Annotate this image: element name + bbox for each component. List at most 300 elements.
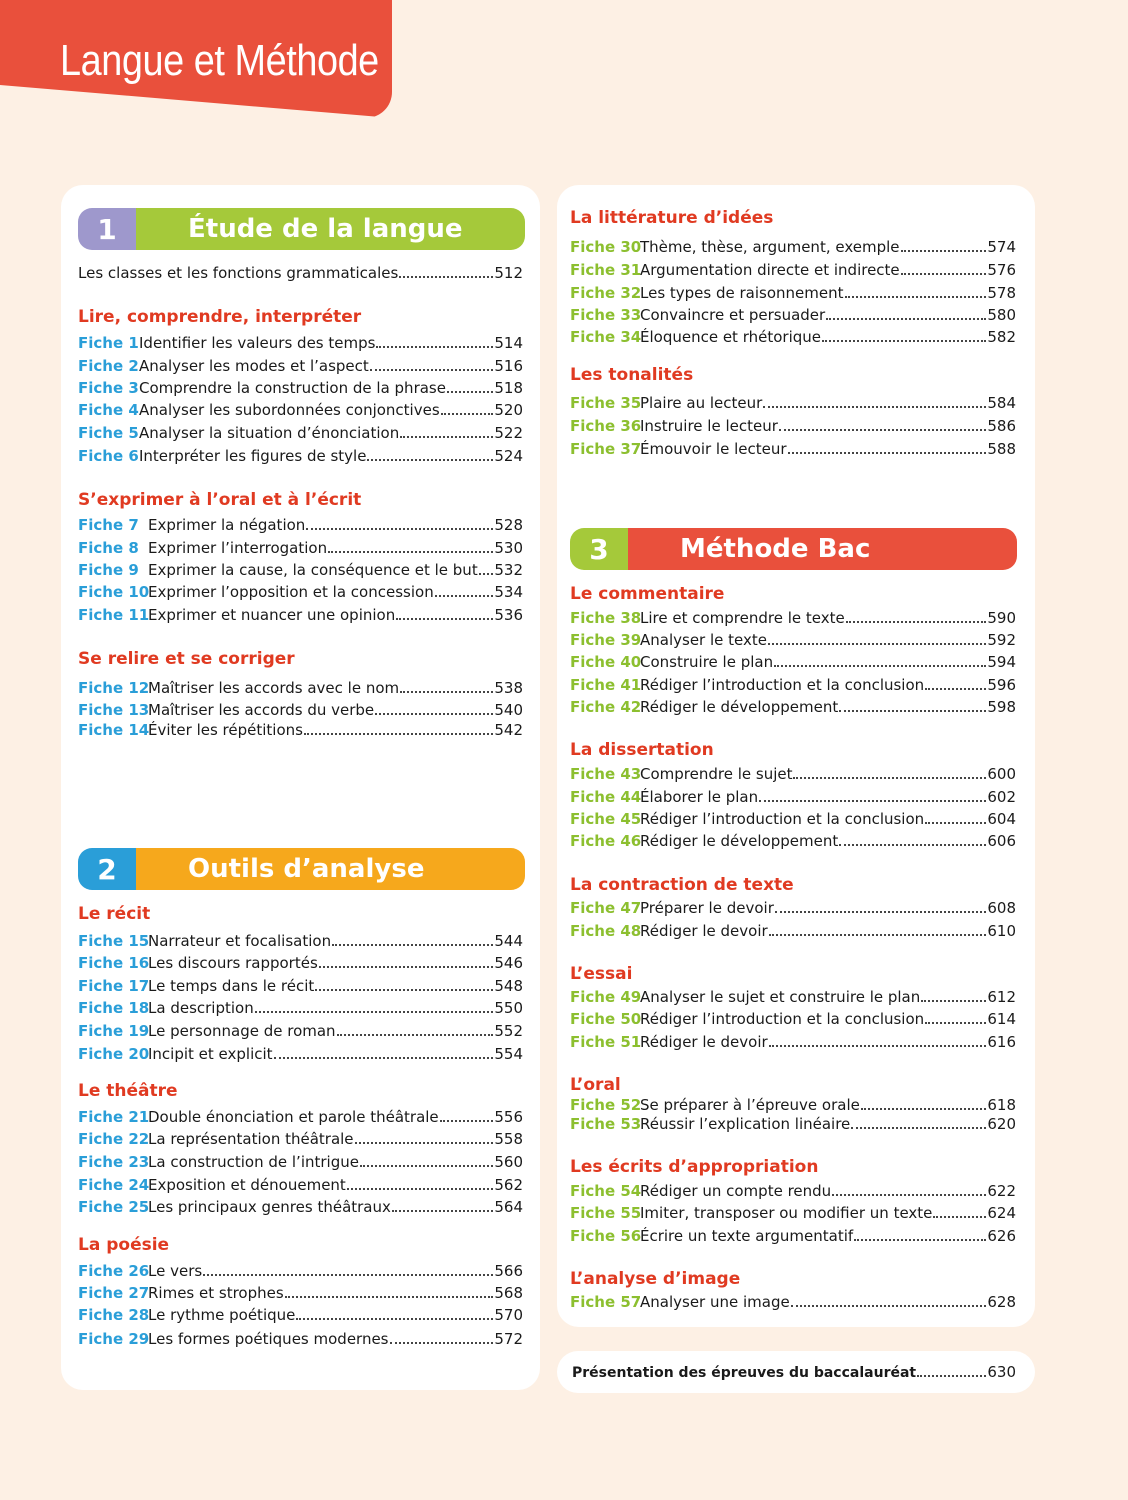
entry-text: Analyser la situation d’énonciation — [139, 424, 400, 442]
leader-dots — [304, 733, 493, 735]
entry-text: Construire le plan — [640, 653, 774, 671]
fiche-label: Fiche 35 — [570, 394, 642, 412]
fiche-label: Fiche 36 — [570, 417, 642, 435]
leader-dots — [360, 1165, 493, 1167]
leader-dots — [347, 1188, 494, 1190]
toc-entry-baccalaureat[interactable] — [572, 1363, 1016, 1385]
entry-text: Identifier les valeurs des temps — [139, 334, 376, 352]
leader-dots — [774, 665, 986, 667]
fiche-label: Fiche 15 — [78, 932, 150, 950]
leader-dots — [400, 691, 493, 693]
fiche-label: Fiche 40 — [570, 653, 642, 671]
fiche-label: Fiche 23 — [78, 1153, 150, 1171]
page-number: 520 — [494, 401, 523, 419]
fiche-label: Fiche 46 — [570, 832, 642, 850]
leader-dots — [768, 643, 986, 645]
leader-dots — [933, 1216, 986, 1218]
section-title: La contraction de texte — [570, 875, 794, 895]
page-number: 570 — [494, 1306, 523, 1324]
page-number: 586 — [987, 417, 1016, 435]
entry-text: Le personnage de roman — [148, 1022, 336, 1040]
toc-entry[interactable] — [78, 516, 523, 538]
page-number: 576 — [987, 261, 1016, 279]
toc-entry[interactable] — [78, 1176, 523, 1198]
toc-entry[interactable] — [570, 1293, 1016, 1315]
page-number: 572 — [494, 1330, 523, 1348]
section-title: Se relire et se corriger — [78, 649, 295, 669]
toc-entry[interactable] — [78, 264, 523, 286]
fiche-label: Fiche 17 — [78, 977, 150, 995]
fiche-label: Fiche 21 — [78, 1108, 150, 1126]
page-number: 580 — [987, 306, 1016, 324]
toc-entry[interactable] — [78, 424, 523, 446]
toc-entry[interactable] — [570, 676, 1016, 698]
entry-text: Les formes poétiques modernes — [148, 1330, 389, 1348]
toc-entry[interactable] — [78, 1330, 523, 1352]
leader-dots — [441, 413, 494, 415]
toc-entry[interactable] — [570, 1182, 1016, 1204]
part-2-banner — [78, 848, 525, 890]
entry-text: Rédiger le devoir — [640, 1033, 768, 1051]
toc-entry[interactable] — [78, 954, 523, 976]
entry-text: Le vers — [148, 1262, 203, 1280]
page-number: 590 — [987, 609, 1016, 627]
leader-dots — [917, 1375, 986, 1377]
page-number: 624 — [987, 1204, 1016, 1222]
page-number: 568 — [494, 1284, 523, 1302]
fiche-label: Fiche 19 — [78, 1022, 150, 1040]
part-title: Méthode Bac — [628, 528, 1017, 570]
leader-dots — [921, 1000, 986, 1002]
fiche-label: Fiche 9 — [78, 561, 139, 579]
leader-dots — [925, 688, 986, 690]
page-number: 626 — [987, 1227, 1016, 1245]
leader-dots — [793, 777, 986, 779]
entry-text: La description — [148, 999, 254, 1017]
leader-dots — [839, 844, 986, 846]
toc-entry[interactable] — [570, 306, 1016, 328]
fiche-label: Fiche 13 — [78, 701, 150, 719]
page-number: 552 — [494, 1022, 523, 1040]
entry-text: Rédiger un compte rendu — [640, 1182, 832, 1200]
fiche-label: Fiche 2 — [78, 357, 139, 375]
fiche-label: Fiche 49 — [570, 988, 642, 1006]
toc-entry[interactable] — [570, 1227, 1016, 1249]
leader-dots — [447, 391, 493, 393]
page-number: 584 — [987, 394, 1016, 412]
entry-text: Exprimer l’opposition et la concession — [148, 583, 434, 601]
toc-entry[interactable] — [570, 810, 1016, 832]
page-number: 546 — [494, 954, 523, 972]
fiche-label: Fiche 33 — [570, 306, 642, 324]
fiche-label: Fiche 25 — [78, 1198, 150, 1216]
fiche-label: Fiche 32 — [570, 284, 642, 302]
toc-entry[interactable] — [78, 1108, 523, 1130]
page-number: 530 — [494, 539, 523, 557]
leader-dots — [846, 621, 987, 623]
toc-entry[interactable] — [78, 561, 523, 583]
toc-entry[interactable] — [78, 679, 523, 701]
fiche-label: Fiche 42 — [570, 698, 642, 716]
page-number: 628 — [987, 1293, 1016, 1311]
entry-text: Instruire le lecteur — [640, 417, 778, 435]
toc-entry[interactable] — [570, 1010, 1016, 1032]
entry-text: Exprimer la négation — [148, 516, 306, 534]
entry-text: Écrire un texte argumentatif — [640, 1227, 854, 1245]
page-number: 614 — [987, 1010, 1016, 1028]
leader-dots — [400, 436, 493, 438]
leader-dots — [203, 1274, 493, 1276]
page-number: 532 — [494, 561, 523, 579]
leader-dots — [255, 1011, 494, 1013]
section-title: La littérature d’idées — [570, 208, 774, 228]
entry-text: La représentation théâtrale — [148, 1130, 354, 1148]
section-title: L’oral — [570, 1075, 621, 1095]
fiche-label: Fiche 31 — [570, 261, 642, 279]
fiche-label: Fiche 47 — [570, 899, 642, 917]
fiche-label: Fiche 52 — [570, 1096, 642, 1114]
fiche-label: Fiche 39 — [570, 631, 642, 649]
leader-dots — [791, 1305, 987, 1307]
leader-dots — [332, 944, 493, 946]
part-number: 3 — [570, 528, 628, 570]
leader-dots — [296, 1318, 493, 1320]
entry-text: Analyser les modes et l’aspect — [139, 357, 369, 375]
entry-text: Argumentation directe et indirecte — [640, 261, 900, 279]
leader-dots — [826, 318, 986, 320]
page-number: 604 — [987, 810, 1016, 828]
entry-text: Rimes et strophes — [148, 1284, 284, 1302]
part-1-banner — [78, 208, 525, 250]
section-title: Le théâtre — [78, 1081, 178, 1101]
entry-text: Présentation des épreuves du baccalauréat — [572, 1365, 917, 1381]
leader-dots — [319, 966, 494, 968]
leader-dots — [376, 346, 493, 348]
entry-text: Exprimer la cause, la conséquence et le but — [148, 561, 478, 579]
leader-dots — [779, 429, 986, 431]
leader-dots — [763, 406, 986, 408]
leader-dots — [355, 1142, 494, 1144]
entry-text: Comprendre le sujet — [640, 765, 793, 783]
entry-text: Interpréter les figures de style — [139, 447, 367, 465]
toc-entry[interactable] — [78, 999, 523, 1021]
page-number: 536 — [494, 606, 523, 624]
leader-dots — [367, 459, 493, 461]
section-title: La poésie — [78, 1235, 170, 1255]
page-number: 542 — [494, 721, 523, 739]
entry-text: Exprimer et nuancer une opinion — [148, 606, 396, 624]
section-title: L’analyse d’image — [570, 1269, 741, 1289]
page-number: 522 — [494, 424, 523, 442]
toc-entry[interactable] — [78, 539, 523, 561]
leader-dots — [274, 1057, 494, 1059]
toc-entry[interactable] — [78, 932, 523, 954]
entry-text: Les principaux genres théâtraux — [148, 1198, 391, 1216]
entry-text: Lire et comprendre le texte — [640, 609, 845, 627]
toc-entry[interactable] — [570, 698, 1016, 720]
leader-dots — [769, 934, 987, 936]
entry-text: Rédiger le développement — [640, 832, 839, 850]
entry-text: Le rythme poétique — [148, 1306, 296, 1324]
toc-entry[interactable] — [78, 401, 523, 423]
page-number: 524 — [494, 447, 523, 465]
page-number: 566 — [494, 1262, 523, 1280]
fiche-label: Fiche 54 — [570, 1182, 642, 1200]
fiche-label: Fiche 5 — [78, 424, 139, 442]
page-number: 612 — [987, 988, 1016, 1006]
toc-entry[interactable] — [78, 1262, 523, 1284]
entry-text: Thème, thèse, argument, exemple — [640, 238, 900, 256]
toc-entry[interactable] — [78, 701, 523, 723]
leader-dots — [285, 1296, 494, 1298]
fiche-label: Fiche 8 — [78, 539, 139, 557]
section-title: Les écrits d’appropriation — [570, 1157, 819, 1177]
entry-text: Rédiger le développement — [640, 698, 839, 716]
fiche-label: Fiche 24 — [78, 1176, 150, 1194]
entry-text: Les types de raisonnement — [640, 284, 844, 302]
fiche-label: Fiche 45 — [570, 810, 642, 828]
leader-dots — [435, 595, 494, 597]
leader-dots — [390, 1342, 494, 1344]
page-number: 592 — [987, 631, 1016, 649]
toc-entry[interactable] — [570, 440, 1016, 462]
leader-dots — [399, 276, 493, 278]
page-number: 620 — [987, 1115, 1016, 1133]
section-title: L’essai — [570, 964, 633, 984]
page-number: 606 — [987, 832, 1016, 850]
leader-dots — [479, 573, 494, 575]
entry-text: Imiter, transposer ou modifier un texte — [640, 1204, 933, 1222]
fiche-label: Fiche 7 — [78, 516, 139, 534]
fiche-label: Fiche 11 — [78, 606, 150, 624]
fiche-label: Fiche 14 — [78, 721, 150, 739]
fiche-label: Fiche 50 — [570, 1010, 642, 1028]
entry-text: Comprendre la construction de la phrase — [139, 379, 446, 397]
page-number: 600 — [987, 765, 1016, 783]
part-3-banner — [570, 528, 1017, 570]
toc-entry[interactable] — [570, 394, 1016, 416]
leader-dots — [440, 1120, 494, 1122]
toc-entry[interactable] — [570, 832, 1016, 854]
page-number: 618 — [987, 1096, 1016, 1114]
leader-dots — [396, 618, 493, 620]
entry-text: Analyser le texte — [640, 631, 767, 649]
fiche-label: Fiche 51 — [570, 1033, 642, 1051]
entry-text: Éloquence et rhétorique — [640, 328, 821, 346]
entry-text: Émouvoir le lecteur — [640, 440, 787, 458]
fiche-label: Fiche 26 — [78, 1262, 150, 1280]
leader-dots — [861, 1108, 987, 1110]
fiche-label: Fiche 18 — [78, 999, 150, 1017]
fiche-label: Fiche 29 — [78, 1330, 150, 1348]
toc-entry[interactable] — [570, 899, 1016, 921]
entry-text: Réussir l’explication linéaire — [640, 1115, 851, 1133]
fiche-label: Fiche 16 — [78, 954, 150, 972]
part-title: Outils d’analyse — [136, 848, 525, 890]
page-number: 514 — [494, 334, 523, 352]
toc-entry[interactable] — [78, 447, 523, 469]
page-number: 578 — [987, 284, 1016, 302]
entry-text: Incipit et explicit — [148, 1045, 273, 1063]
toc-entry[interactable] — [570, 284, 1016, 306]
toc-entry[interactable] — [78, 379, 523, 401]
toc-entry[interactable] — [570, 988, 1016, 1010]
toc-entry[interactable] — [78, 606, 523, 628]
toc-entry[interactable] — [78, 1153, 523, 1175]
fiche-label: Fiche 37 — [570, 440, 642, 458]
entry-text: La construction de l’intrigue — [148, 1153, 359, 1171]
page-number: 602 — [987, 788, 1016, 806]
toc-entry[interactable] — [570, 609, 1016, 631]
toc-entry[interactable] — [78, 1022, 523, 1044]
page-number: 560 — [494, 1153, 523, 1171]
entry-text: Exposition et dénouement — [148, 1176, 346, 1194]
page-number: 582 — [987, 328, 1016, 346]
leader-dots — [925, 822, 986, 824]
section-title: Le récit — [78, 904, 151, 924]
toc-entry[interactable] — [78, 357, 523, 379]
toc-entry[interactable] — [570, 1204, 1016, 1226]
fiche-label: Fiche 44 — [570, 788, 642, 806]
toc-entry[interactable] — [78, 721, 523, 743]
page-number: 538 — [494, 679, 523, 697]
page-number: 630 — [987, 1363, 1016, 1381]
entry-text: Se préparer à l’épreuve orale — [640, 1096, 860, 1114]
leader-dots — [839, 710, 986, 712]
fiche-label: Fiche 38 — [570, 609, 642, 627]
toc-entry[interactable] — [570, 631, 1016, 653]
leader-dots — [854, 1239, 986, 1241]
entry-text: Élaborer le plan — [640, 788, 759, 806]
page-number: 518 — [494, 379, 523, 397]
section-title: Les tonalités — [570, 365, 694, 385]
leader-dots — [845, 296, 987, 298]
leader-dots — [759, 800, 986, 802]
toc-entry[interactable] — [78, 583, 523, 605]
fiche-label: Fiche 34 — [570, 328, 642, 346]
leader-dots — [370, 369, 494, 371]
toc-entry[interactable] — [78, 1284, 523, 1306]
fiche-label: Fiche 48 — [570, 922, 642, 940]
toc-entry[interactable] — [570, 1115, 1016, 1137]
fiche-label: Fiche 12 — [78, 679, 150, 697]
leader-dots — [901, 250, 987, 252]
entry-text: Maîtriser les accords du verbe — [148, 701, 375, 719]
toc-entry[interactable] — [570, 922, 1016, 944]
entry-text: Éviter les répétitions — [148, 721, 303, 739]
toc-entry[interactable] — [570, 261, 1016, 283]
fiche-label: Fiche 27 — [78, 1284, 150, 1302]
fiche-label: Fiche 4 — [78, 401, 139, 419]
entry-text: Plaire au lecteur — [640, 394, 763, 412]
toc-entry[interactable] — [78, 1306, 523, 1328]
entry-text: Rédiger le devoir — [640, 922, 768, 940]
leader-dots — [306, 528, 493, 530]
entry-text: Analyser une image — [640, 1293, 790, 1311]
toc-entry[interactable] — [78, 977, 523, 999]
leader-dots — [925, 1022, 986, 1024]
fiche-label: Fiche 6 — [78, 447, 139, 465]
fiche-label: Fiche 55 — [570, 1204, 642, 1222]
page-number: 556 — [494, 1108, 523, 1126]
leader-dots — [392, 1210, 493, 1212]
page-number: 622 — [987, 1182, 1016, 1200]
fiche-label: Fiche 1 — [78, 334, 139, 352]
section-title: Lire, comprendre, interpréter — [78, 307, 362, 327]
fiche-label: Fiche 30 — [570, 238, 642, 256]
toc-entry[interactable] — [570, 653, 1016, 675]
fiche-label: Fiche 41 — [570, 676, 642, 694]
entry-text: Analyser les subordonnées conjonctives — [139, 401, 440, 419]
page-number: 594 — [987, 653, 1016, 671]
part-title: Étude de la langue — [136, 208, 525, 250]
leader-dots — [315, 989, 493, 991]
page-number: 544 — [494, 932, 523, 950]
leader-dots — [375, 713, 493, 715]
toc-entry[interactable] — [570, 417, 1016, 439]
page-number: 564 — [494, 1198, 523, 1216]
page-number: 574 — [987, 238, 1016, 256]
entry-text: Rédiger l’introduction et la conclusion — [640, 810, 925, 828]
part-number: 2 — [78, 848, 136, 890]
entry-text: Double énonciation et parole théâtrale — [148, 1108, 439, 1126]
leader-dots — [901, 273, 987, 275]
toc-entry[interactable] — [78, 334, 523, 356]
leader-dots — [832, 1194, 986, 1196]
toc-entry[interactable] — [570, 788, 1016, 810]
leader-dots — [822, 340, 986, 342]
page-number: 616 — [987, 1033, 1016, 1051]
fiche-label: Fiche 22 — [78, 1130, 150, 1148]
entry-text: Maîtriser les accords avec le nom — [148, 679, 400, 697]
leader-dots — [775, 911, 986, 913]
page-title: Langue et Méthode — [60, 36, 379, 85]
leader-dots — [328, 551, 493, 553]
toc-entry[interactable] — [570, 765, 1016, 787]
leader-dots — [769, 1045, 987, 1047]
page-number: 608 — [987, 899, 1016, 917]
fiche-label: Fiche 28 — [78, 1306, 150, 1324]
toc-entry[interactable] — [78, 1198, 523, 1220]
section-title: S’exprimer à l’oral et à l’écrit — [78, 490, 362, 510]
toc-entry[interactable] — [78, 1130, 523, 1152]
page-number: 596 — [987, 676, 1016, 694]
page-number: 558 — [494, 1130, 523, 1148]
entry-text: Exprimer l’interrogation — [148, 539, 328, 557]
page-number: 528 — [494, 516, 523, 534]
page-number: 550 — [494, 999, 523, 1017]
entry-text: Narrateur et focalisation — [148, 932, 332, 950]
leader-dots — [851, 1127, 986, 1129]
entry-text: Rédiger l’introduction et la conclusion — [640, 676, 925, 694]
toc-entry[interactable] — [570, 328, 1016, 350]
fiche-label: Fiche 43 — [570, 765, 642, 783]
toc-entry[interactable] — [570, 238, 1016, 260]
leader-dots — [788, 452, 987, 454]
toc-entry[interactable] — [78, 1045, 523, 1067]
part-number: 1 — [78, 208, 136, 250]
page-number: 562 — [494, 1176, 523, 1194]
page-number: 516 — [494, 357, 523, 375]
entry-text: Les discours rapportés — [148, 954, 318, 972]
entry-text: Analyser le sujet et construire le plan — [640, 988, 921, 1006]
page-number: 610 — [987, 922, 1016, 940]
entry-text: Préparer le devoir — [640, 899, 774, 917]
page-number: 540 — [494, 701, 523, 719]
toc-entry[interactable] — [570, 1033, 1016, 1055]
section-title: La dissertation — [570, 740, 714, 760]
fiche-label: Fiche 57 — [570, 1293, 642, 1311]
